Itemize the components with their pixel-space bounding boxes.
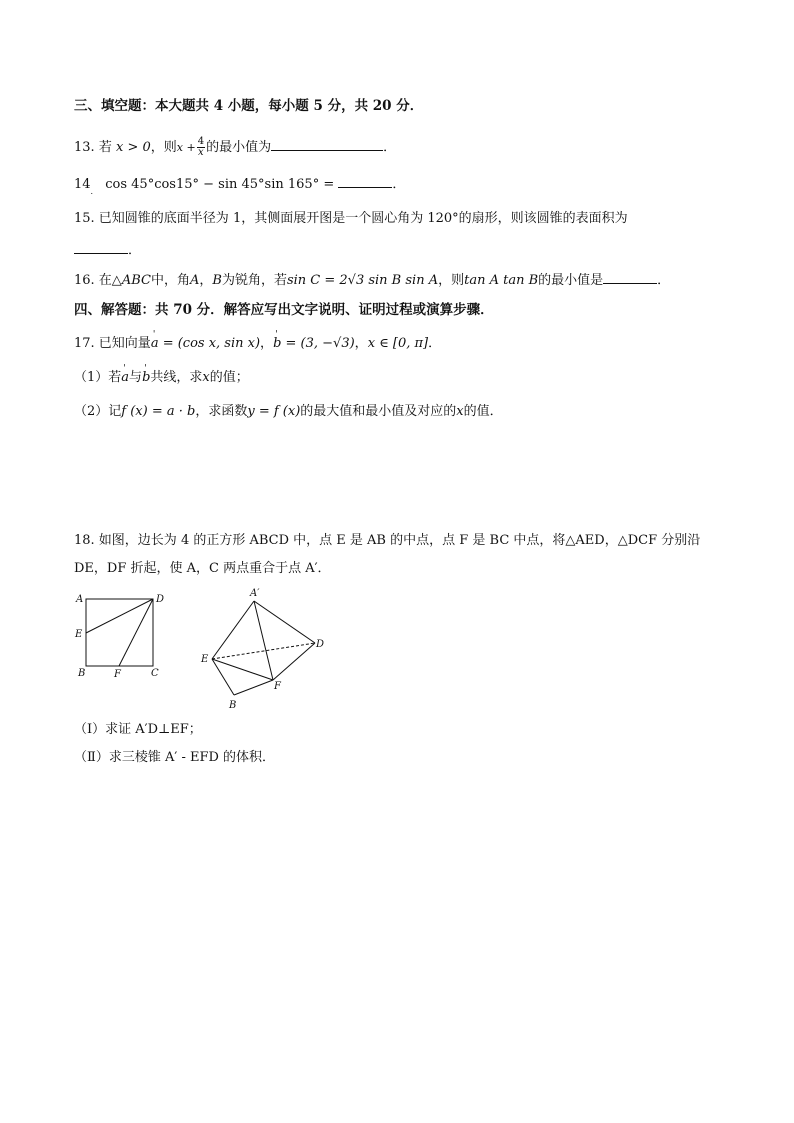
q17-domain: x ∈ [0, π] [367,336,429,351]
q14-dot: . [90,187,94,196]
section-3-heading: 三、填空题：本大题共 4 小题，每小题 5 分，共 20 分． [74,98,424,114]
question-18-part1: （Ⅰ）求证 A′D⊥EF； [74,722,202,737]
q17-p2-f: f (x) = a · b [121,404,196,419]
question-18-part2: （Ⅱ）求三棱锥 A′ - EFD 的体积． [74,750,276,765]
q16-comma: ， [199,273,213,288]
q13-condition: x > 0 [115,140,151,155]
q16-text1: 16. 在△ [74,273,122,288]
q17-p1-b: ' b [142,368,150,388]
figure-folded-pyramid [195,584,335,714]
q13-fraction [197,137,205,158]
q14-number: 14 [74,177,91,192]
segment-fd [119,599,153,666]
question-15-line2 [74,239,141,261]
q13-answer-blank[interactable] [271,136,383,151]
edge-a-d [254,601,315,643]
q16-text2: 中，角 [150,273,190,288]
q17-stem: 17. 已知向量 [74,336,151,351]
question-17 [74,334,441,354]
q14-answer-blank[interactable] [338,173,392,188]
edge-e-b [212,659,234,695]
label-e-2: E [201,654,209,665]
q16-text5: 的最小值是 [538,273,604,288]
q17-vector-a: ' a = (cos x, sin x) [151,334,260,354]
q13-expr: x + [176,141,196,154]
figure-square-abcd [70,588,170,684]
label-a-prime: A′ [250,588,260,599]
q17-p2-pre: （2）记 [74,404,122,419]
q16-end: ． [657,273,671,288]
q17-p1-mid: 与 [129,370,143,385]
q15-answer-blank[interactable] [74,239,128,254]
edge-b-f [234,680,273,695]
q13-number: 13. [74,140,95,155]
question-15: 15. 已知圆锥的底面半径为 1，其侧面展开图是一个圆心角为 120°的扇形，则该圆锥的表面积为 [74,211,628,226]
label-d: D [156,594,165,605]
q16-triangle: ABC [121,273,151,288]
question-17-part2 [74,402,503,422]
section-4-heading: 四、解答题：共 70 分．解答应写出文字说明、证明过程或演算步骤． [74,302,494,318]
edge-f-d [273,643,315,680]
q17-vector-b: ' b = (3, −√3) [273,334,355,354]
edge-a-f [254,601,273,680]
question-18-line1: 18. 如图，边长为 4 的正方形 ABCD 中，点 E 是 AB 的中点，点 F 是 BC 中点，将△AED，△DCF 分别沿 [74,533,701,548]
q17-p1-pre: （1）若 [74,370,122,385]
q17-p1-x: x [202,370,210,385]
q14-expression: cos 45°cos15° − sin 45°sin 165° = [105,177,335,192]
q16-angle-b: B [212,273,222,288]
question-17-part1 [74,368,249,388]
q16-condition: sin C = 2√3 sin B sin A [286,273,439,288]
question-18-line2: DE，DF 折起，使 A，C 两点重合于点 A′． [74,561,331,576]
q17-sep1: ， [260,336,274,351]
edge-a-e [212,601,254,659]
q16-text4: ，则 [438,273,465,288]
segment-ed [86,599,153,633]
q17-p2-y: y = f (x) [247,404,301,419]
q14-end: ． [392,177,406,192]
question-16 [74,269,670,291]
q17-p2-post: 的最大值和最小值及对应的 [300,404,457,419]
label-f-2: F [274,681,281,692]
label-b: B [78,668,86,679]
label-c: C [151,668,159,679]
edge-e-f [212,659,273,680]
q17-p2-x: x [456,404,464,419]
q13-pre: 若 [98,140,112,155]
q13-end: ． [383,140,397,155]
q13-post: 的最小值为 [206,140,272,155]
q17-end: ． [428,336,442,351]
q16-text3: 为锐角，若 [221,273,287,288]
q16-angle-a: A [189,273,200,288]
label-d-2: D [316,639,325,650]
label-e: E [75,629,83,640]
q13-frac-num: 4 [197,136,205,147]
q13-frac-den: x [198,147,204,158]
label-a: A [76,594,84,605]
square-outline [86,599,153,666]
q17-p2-mid: ，求函数 [195,404,248,419]
label-b-2: B [229,700,237,711]
q16-answer-blank[interactable] [603,269,657,284]
question-14 [74,173,405,196]
question-13 [74,136,396,158]
q15-end: ． [128,243,142,258]
q17-sep2: ， [354,336,368,351]
label-f: F [114,669,121,680]
q17-p1-a: ' a [121,368,129,388]
q13-sep: ，则 [150,140,177,155]
q17-p2-end: 的值． [463,404,503,419]
q17-p1-post: 共线，求 [150,370,203,385]
q17-p1-end: 的值； [209,370,249,385]
q16-target: tan A tan B [464,273,539,288]
